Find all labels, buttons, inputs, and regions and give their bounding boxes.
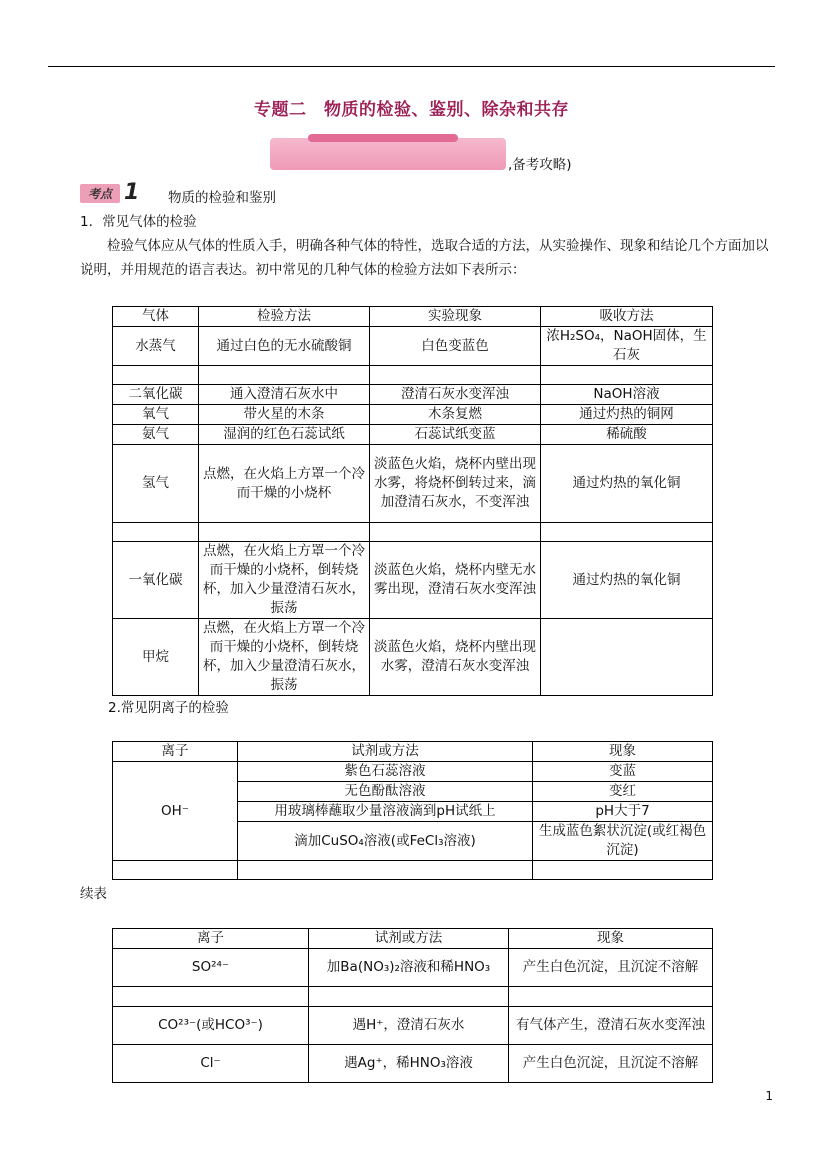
table-header: 试剂或方法 — [309, 929, 509, 949]
table-row — [113, 762, 713, 782]
table-row — [113, 861, 713, 880]
table-header: 离子 — [113, 742, 238, 762]
kaodian-title: 物质的检验和鉴别 — [168, 190, 276, 206]
table-header: 现象 — [533, 742, 713, 762]
table-row — [113, 619, 713, 696]
decorative-banner — [270, 138, 506, 170]
table-cell: 变红 — [533, 782, 713, 802]
table-cell — [370, 366, 541, 385]
table-cell: 紫色石蕊溶液 — [238, 762, 533, 782]
table-row — [113, 405, 713, 425]
table-row — [113, 987, 713, 1007]
table-cell: 有气体产生，澄清石灰水变浑浊 — [509, 1007, 713, 1045]
table-cell: 产生白色沉淀，且沉淀不溶解 — [509, 1045, 713, 1083]
table-cell: 氧气 — [113, 405, 199, 425]
table-cell: 滴加CuSO₄溶液(或FeCl₃溶液) — [238, 822, 533, 861]
table-cell: 产生白色沉淀，且沉淀不溶解 — [509, 949, 713, 987]
page-title: 专题二 物质的检验、鉴别、除杂和共存 — [254, 100, 569, 120]
table-cell: 石蕊试纸变蓝 — [370, 425, 541, 445]
table-cell: 白色变蓝色 — [370, 327, 541, 366]
anion-test-table-continued — [112, 928, 713, 1083]
table-cell: 带火星的木条 — [199, 405, 370, 425]
intro-paragraph — [80, 234, 776, 282]
table-cell: 通过灼热的铜网 — [541, 405, 713, 425]
table-cell: 湿润的红色石蕊试纸 — [199, 425, 370, 445]
table-row — [113, 523, 713, 542]
table-cell — [113, 987, 309, 1007]
table-cell: 通过灼热的氧化铜 — [541, 445, 713, 523]
continued-label: 续表 — [80, 886, 107, 902]
table-cell: 点燃，在火焰上方罩一个冷而干燥的小烧杯，倒转烧杯，加入少量澄清石灰水，振荡 — [199, 619, 370, 696]
table-cell: 通过白色的无水硫酸铜 — [199, 327, 370, 366]
intro-paragraph-text: 检验气体应从气体的性质入手，明确各种气体的特性，选取合适的方法，从实验操作、现象和结论几个方面加以说明，并用规范的语言表达。初中常见的几种气体的检验方法如下表所示： — [80, 238, 769, 278]
table-cell — [533, 861, 713, 880]
table-row — [113, 445, 713, 523]
table-row — [113, 949, 713, 987]
table-cell — [113, 523, 199, 542]
table-cell: Cl⁻ — [113, 1045, 309, 1083]
table-row — [113, 327, 713, 366]
table-cell: 稀硫酸 — [541, 425, 713, 445]
kaodian-number: 1 — [124, 180, 140, 205]
table-cell: 浓H₂SO₄，NaOH固体，生石灰 — [541, 327, 713, 366]
table-cell: 淡蓝色火焰，烧杯内壁出现水雾，澄清石灰水变浑浊 — [370, 619, 541, 696]
ion-cell: OH⁻ — [113, 762, 238, 861]
kaodian-badge — [80, 180, 154, 205]
table-header: 试剂或方法 — [238, 742, 533, 762]
table-cell — [509, 987, 713, 1007]
table-header: 离子 — [113, 929, 309, 949]
table-cell: 通入澄清石灰水中 — [199, 385, 370, 405]
table-cell: 一氧化碳 — [113, 542, 199, 619]
header-rule — [48, 66, 775, 67]
table-cell: 澄清石灰水变浑浊 — [370, 385, 541, 405]
table-row — [113, 425, 713, 445]
table-cell: 变蓝 — [533, 762, 713, 782]
table-cell: 氨气 — [113, 425, 199, 445]
table-cell: 无色酚酞溶液 — [238, 782, 533, 802]
table-header: 气体 — [113, 307, 199, 327]
table-cell — [370, 523, 541, 542]
table-header: 吸收方法 — [541, 307, 713, 327]
table-cell — [113, 861, 238, 880]
table-cell: 生成蓝色絮状沉淀(或红褐色沉淀) — [533, 822, 713, 861]
anion-test-table — [112, 741, 713, 880]
table-header: 实验现象 — [370, 307, 541, 327]
table-cell: SO²⁴⁻ — [113, 949, 309, 987]
table-cell: 点燃，在火焰上方罩一个冷而干燥的小烧杯，倒转烧杯，加入少量澄清石灰水，振荡 — [199, 542, 370, 619]
table-cell: 淡蓝色火焰，烧杯内壁出现水雾，将烧杯倒转过来，滴加澄清石灰水，不变浑浊 — [370, 445, 541, 523]
table-row — [113, 1007, 713, 1045]
table-cell: 点燃，在火焰上方罩一个冷而干燥的小烧杯 — [199, 445, 370, 523]
table-cell: 遇H⁺，澄清石灰水 — [309, 1007, 509, 1045]
banner-caption: ,备考攻略) — [508, 157, 572, 173]
page-number: 1 — [765, 1089, 773, 1103]
table-cell: NaOH溶液 — [541, 385, 713, 405]
table-header: 现象 — [509, 929, 713, 949]
table-cell — [541, 366, 713, 385]
table-cell — [541, 619, 713, 696]
table-row — [113, 542, 713, 619]
table-cell — [113, 366, 199, 385]
table-cell — [199, 523, 370, 542]
table-cell — [541, 523, 713, 542]
table-cell — [199, 366, 370, 385]
table-cell: 通过灼热的氧化铜 — [541, 542, 713, 619]
table-cell: 遇Ag⁺，稀HNO₃溶液 — [309, 1045, 509, 1083]
table-cell — [238, 861, 533, 880]
table-cell: 二氧化碳 — [113, 385, 199, 405]
table-cell: 氢气 — [113, 445, 199, 523]
table-cell: 淡蓝色火焰，烧杯内壁无水雾出现，澄清石灰水变浑浊 — [370, 542, 541, 619]
table-row — [113, 366, 713, 385]
kaodian-tag: 考点 — [80, 184, 120, 203]
section-heading-gases: 1．常见气体的检验 — [80, 214, 197, 230]
table-cell: 甲烷 — [113, 619, 199, 696]
table-cell: 木条复燃 — [370, 405, 541, 425]
table-cell: 用玻璃棒蘸取少量溶液滴到pH试纸上 — [238, 802, 533, 822]
table-row — [113, 385, 713, 405]
section-heading-anions: 2.常见阴离子的检验 — [108, 700, 229, 716]
table-cell: pH大于7 — [533, 802, 713, 822]
table-cell: CO²³⁻(或HCO³⁻) — [113, 1007, 309, 1045]
table-cell: 加Ba(NO₃)₂溶液和稀HNO₃ — [309, 949, 509, 987]
table-row — [113, 1045, 713, 1083]
gas-test-table — [112, 306, 713, 696]
table-cell: 水蒸气 — [113, 327, 199, 366]
table-header: 检验方法 — [199, 307, 370, 327]
table-cell — [309, 987, 509, 1007]
